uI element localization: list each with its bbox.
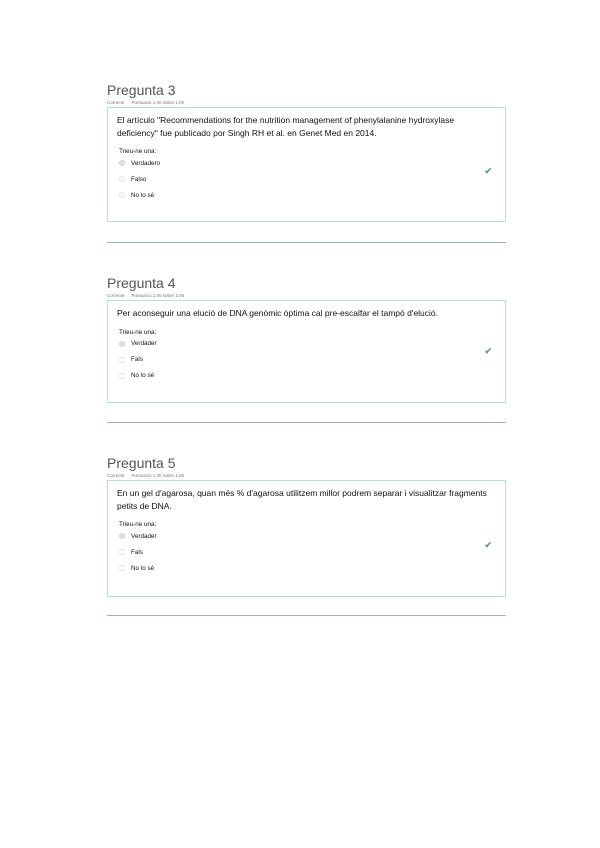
question-box	[107, 107, 506, 222]
question-info	[107, 99, 506, 107]
answer-prompt: Trieu-ne una:	[119, 328, 157, 336]
radio[interactable]	[119, 176, 125, 182]
radio[interactable]	[119, 192, 125, 198]
radio-selected[interactable]	[119, 160, 125, 166]
question-4	[107, 274, 506, 403]
option-label: Falso	[131, 175, 147, 183]
question-3	[107, 81, 506, 222]
check-icon: ✔	[484, 346, 492, 356]
option-falso[interactable]	[119, 171, 505, 187]
radio-selected[interactable]	[119, 533, 125, 539]
question-info	[107, 292, 506, 300]
option-no-lo-se[interactable]	[119, 368, 505, 384]
radio[interactable]	[119, 549, 125, 555]
radio[interactable]	[119, 357, 125, 363]
radio[interactable]	[119, 373, 125, 379]
option-label: Verdadero	[131, 159, 161, 167]
option-label: No lo sé	[131, 191, 155, 199]
radio-selected[interactable]	[119, 341, 125, 347]
option-fals[interactable]	[119, 352, 505, 368]
question-text: En un gel d'agarosa, quan més % d'agarosa utilitzem millor podrem separar i visualitzar fragments petits de DNA.	[117, 488, 487, 511]
question-box	[107, 300, 506, 403]
status-label: Correcte	[107, 100, 125, 105]
divider	[107, 242, 506, 243]
option-label: No lo sé	[131, 564, 155, 572]
question-5	[107, 454, 506, 597]
option-label: Fals	[131, 548, 143, 556]
option-label: Fals	[131, 356, 143, 363]
score-label: Puntuació 1,00 sobre 1,00	[131, 293, 185, 298]
question-title: Pregunta 3	[107, 82, 176, 98]
divider	[107, 422, 506, 423]
check-icon: ✔	[484, 540, 492, 550]
option-label: Verdader	[131, 532, 157, 540]
answer-prompt: Trieu-ne una:	[119, 521, 157, 528]
option-verdadero[interactable]	[119, 155, 505, 171]
status-label: Correcte	[107, 293, 125, 298]
score-label: Puntuació 1,00 sobre 1,00	[131, 100, 185, 105]
question-title: Pregunta 5	[107, 455, 176, 471]
option-label: Verdader	[131, 340, 157, 347]
score-label: Puntuació 1,00 sobre 1,00	[131, 473, 185, 478]
option-fals[interactable]	[119, 544, 505, 560]
divider	[107, 615, 506, 616]
question-info	[107, 472, 506, 480]
option-no-lo-se[interactable]	[119, 187, 505, 203]
answer-prompt: Trieu-ne una:	[119, 148, 157, 155]
option-no-lo-se[interactable]	[119, 560, 505, 576]
check-icon: ✔	[484, 166, 492, 176]
option-verdader[interactable]	[119, 336, 505, 352]
status-label: Correcte	[107, 473, 125, 478]
question-text: Per aconseguir una elució de DNA genòmic òptima cal pre-escalfar el tampó d'elució.	[117, 308, 439, 318]
radio[interactable]	[119, 565, 125, 571]
option-label: No lo sé	[131, 372, 155, 379]
question-text: El artículo "Recommendations for the nutrition management of phenylalanine hydroxylase deficiency" fue publicado por Singh RH et al. en Genet Med en 2014.	[117, 115, 455, 138]
question-title: Pregunta 4	[107, 275, 176, 291]
question-box	[107, 480, 506, 597]
option-verdader[interactable]	[119, 528, 505, 544]
